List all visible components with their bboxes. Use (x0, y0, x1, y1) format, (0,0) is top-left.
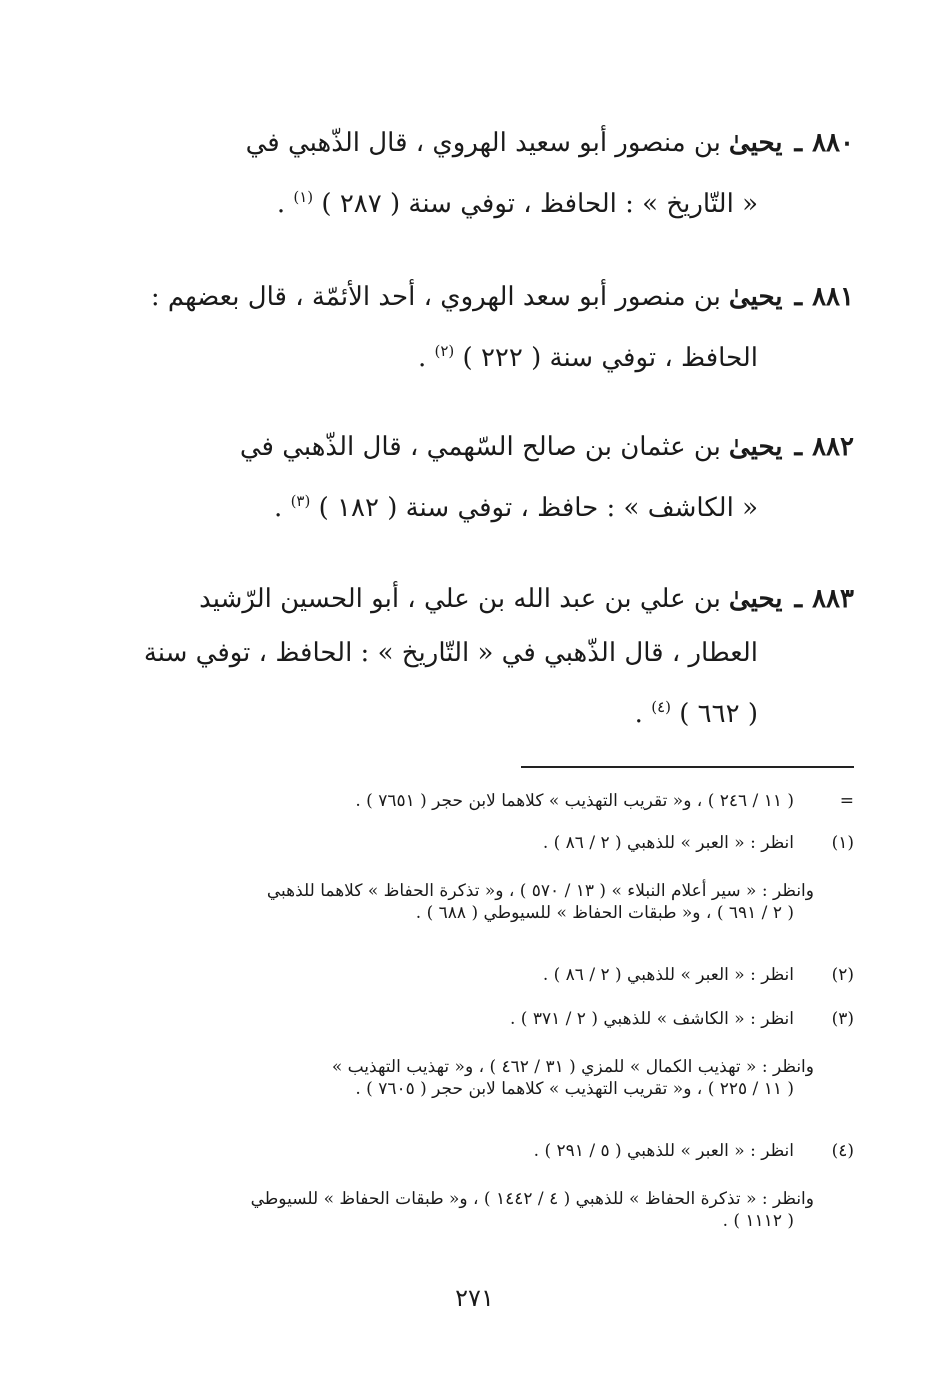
footnote-3-more (100, 1056, 854, 1100)
footnote-ref: (٣) (290, 492, 311, 510)
footnote-ref: (٤) (651, 698, 671, 716)
entry-line-1 (105, 572, 854, 626)
entry-text: بن منصور أبو سعيد الهروي ، قال الذّهبي في (245, 128, 721, 158)
footnote-1-more (100, 880, 854, 924)
entry-883 (105, 572, 854, 741)
entry-text: بن منصور أبو سعد الهروي ، أحد الأئمّة ، قال بعضهم : (150, 282, 721, 312)
entry-line-2 (105, 324, 854, 385)
entry-text: « التّاريخ » : الحافظ ، توفي سنة ( ٢٨٧ ) (321, 189, 758, 219)
entry-name: يحيىٰ (728, 584, 783, 614)
continuation-mark: = (839, 791, 854, 811)
footnote-text: ( ١١ / ٢٤٦ ) ، و« تقريب التهذيب » كلاهما لابن حجر ( ٧٦٥١ ) . (355, 791, 794, 811)
entry-number: ٨٨٠ (812, 128, 854, 158)
footnote-3 (100, 1008, 854, 1030)
footnote-text: وانظر : « سير أعلام النبلاء » ( ١٣ / ٥٧٠ ) ، و« تذكرة الحفاظ » كلاهما للذهبي (266, 881, 814, 901)
footnote-text: ( ١١ / ٢٢٥ ) ، و« تقريب التهذيب » كلاهما لابن حجر ( ٧٦٠٥ ) . (355, 1079, 794, 1099)
footnote-text: انظر : « العبر » للذهبي ( ٢ / ٨٦ ) . (542, 965, 794, 985)
footnote-text: ( ١١١٢ ) . (722, 1211, 794, 1231)
entry-number: ٨٨٢ (812, 432, 854, 462)
entry-line-1 (105, 116, 854, 170)
entry-text: العطار ، قال الذّهبي في « التّاريخ » : الحافظ ، توفي سنة (143, 638, 758, 668)
period: . (634, 699, 643, 729)
footnote-mark: (١) (831, 833, 854, 853)
footnote-text: ( ٢ / ٦٩١ ) ، و« طبقات الحفاظ » للسيوطي ( ٦٨٨ ) . (415, 903, 794, 923)
footnote-text: انظر : « العبر » للذهبي ( ٥ / ٢٩١ ) . (533, 1141, 794, 1161)
footnote-text: انظر : « العبر » للذهبي ( ٢ / ٨٦ ) . (542, 833, 794, 853)
period: . (417, 343, 427, 373)
footnote-4-more (100, 1188, 854, 1232)
entry-dash: ـ (794, 432, 803, 462)
footnote-mark: (٢) (831, 965, 854, 985)
footnote-separator (521, 766, 854, 768)
entry-name: يحيىٰ (728, 128, 783, 158)
entry-dash: ـ (794, 282, 803, 312)
entry-line-2 (105, 170, 854, 231)
entry-882 (105, 420, 854, 535)
footnote-text: انظر : « الكاشف » للذهبي ( ٢ / ٣٧١ ) . (509, 1009, 794, 1029)
footnote-mark: (٣) (831, 1009, 854, 1029)
entry-880 (105, 116, 854, 231)
footnote-4 (100, 1140, 854, 1162)
footnote-text: وانظر : « تذكرة الحفاظ » للذهبي ( ٤ / ١٤٤٢ ) ، و« طبقات الحفاظ » للسيوطي (250, 1189, 814, 1209)
footnote-ref: (١) (293, 188, 314, 206)
entry-number: ٨٨٣ (812, 584, 854, 614)
entry-line-3 (105, 680, 854, 741)
period: . (276, 189, 286, 219)
period: . (274, 493, 283, 523)
entry-name: يحيىٰ (728, 432, 783, 462)
entry-line-1 (105, 420, 854, 474)
entry-dash: ـ (794, 128, 803, 158)
entry-text: ( ٦٦٢ ) (679, 699, 758, 729)
footnote-text: وانظر : « تهذيب الكمال » للمزي ( ٣١ / ٤٦٢ ) ، و« تهذيب التهذيب » (331, 1057, 814, 1077)
footnote-ref: (٢) (434, 342, 455, 360)
entry-dash: ـ (794, 584, 803, 614)
entry-text: بن علي بن عبد الله بن علي ، أبو الحسين الرّشيد (199, 584, 721, 614)
footnote-continuation (100, 790, 854, 812)
footnote-mark: (٤) (831, 1141, 854, 1161)
footnote-2 (100, 964, 854, 986)
entry-text: « الكاشف » : حافظ ، توفي سنة ( ١٨٢ ) (318, 493, 758, 523)
entry-text: بن عثمان بن صالح السّهمي ، قال الذّهبي في (239, 432, 721, 462)
entry-line-2 (105, 626, 854, 680)
entry-line-2 (105, 474, 854, 535)
page-number: ٢٧١ (455, 1284, 494, 1312)
entry-name: يحيىٰ (728, 282, 783, 312)
entry-line-1 (105, 270, 854, 324)
entry-881 (105, 270, 854, 385)
footnote-1 (100, 832, 854, 854)
entry-text: الحافظ ، توفي سنة ( ٢٢٢ ) (462, 343, 758, 373)
entry-number: ٨٨١ (812, 282, 854, 312)
